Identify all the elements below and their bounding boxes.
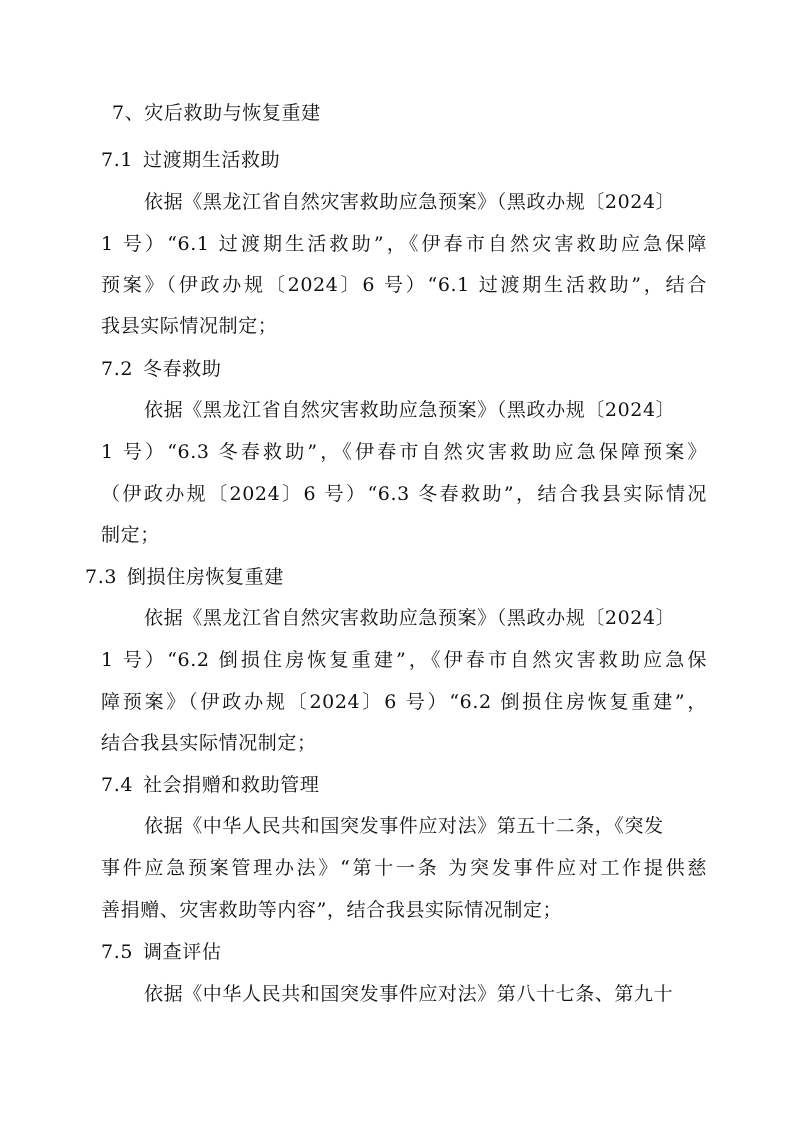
section-heading: 7、灾后救助与恢复重建	[112, 102, 321, 124]
paragraph-line: 1 号）“6.2 倒损住房恢复重建”，《伊春市自然灾害救助应急保	[101, 649, 707, 671]
paragraph-line: 依据《黑龙江省自然灾害救助应急预案》（黑政办规〔2024〕	[144, 399, 676, 421]
subsection-number: 7.2	[101, 358, 134, 380]
subsection-number: 7.3	[85, 566, 118, 588]
subsection-title: 冬春救助	[143, 358, 222, 380]
paragraph-line: 预案》（伊政办规〔2024〕6 号）“6.1 过渡期生活救助”，结合	[101, 274, 707, 296]
paragraph-line: 1 号）“6.1 过渡期生活救助”，《伊春市自然灾害救助应急保障	[101, 233, 707, 255]
subsection-heading-7-1	[101, 147, 280, 173]
subsection-title: 过渡期生活救助	[143, 149, 281, 171]
subsection-number: 7.5	[101, 941, 134, 963]
paragraph-line: 依据《中华人民共和国突发事件应对法》第八十七条、第九十	[144, 983, 674, 1005]
paragraph-line: 依据《中华人民共和国突发事件应对法》第五十二条，《突发	[144, 815, 664, 837]
paragraph-line: 结合我县实际情况制定；	[101, 732, 317, 754]
subsection-title: 社会捐赠和救助管理	[143, 774, 320, 796]
paragraph-line: 依据《黑龙江省自然灾害救助应急预案》（黑政办规〔2024〕	[144, 191, 676, 213]
paragraph-line: 我县实际情况制定；	[101, 315, 278, 337]
subsection-title: 倒损住房恢复重建	[127, 566, 284, 588]
paragraph-line: 依据《黑龙江省自然灾害救助应急预案》（黑政办规〔2024〕	[144, 607, 676, 629]
subsection-title: 调查评估	[143, 941, 222, 963]
paragraph-line: 事件应急预案管理办法》“第十一条 为突发事件应对工作提供慈	[101, 857, 707, 879]
subsection-heading-7-5	[101, 939, 221, 965]
subsection-number: 7.4	[101, 774, 134, 796]
subsection-number: 7.1	[101, 149, 134, 171]
paragraph-line: 制定；	[101, 524, 160, 546]
subsection-heading-7-2	[101, 356, 221, 382]
subsection-heading-7-3	[85, 564, 284, 590]
paragraph-line: （伊政办规〔2024〕6 号）“6.3 冬春救助”，结合我县实际情况	[101, 483, 707, 505]
paragraph-line: 善捐赠、灾害救助等内容”，结合我县实际情况制定；	[101, 899, 563, 921]
paragraph-line: 1 号）“6.3 冬春救助”，《伊春市自然灾害救助应急保障预案》	[101, 441, 707, 463]
subsection-heading-7-4	[101, 772, 319, 798]
paragraph-line: 障预案》（伊政办规〔2024〕6 号）“6.2 倒损住房恢复重建”，	[101, 691, 707, 713]
